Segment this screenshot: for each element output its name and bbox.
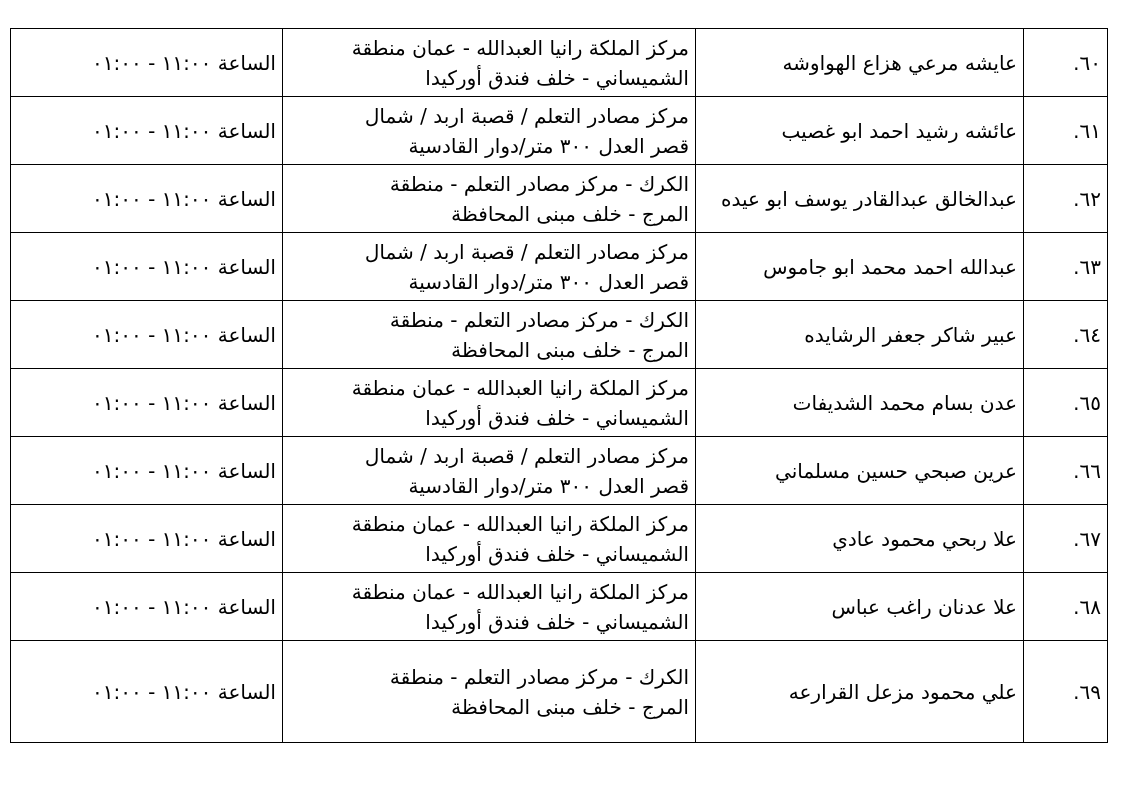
row-number: ٦٥. (1024, 369, 1108, 437)
row-number: ٦٨. (1024, 573, 1108, 641)
location-line: الكرك - مركز مصادر التعلم - منطقة (389, 307, 689, 332)
schedule-table-body (11, 29, 1108, 743)
exam-location (283, 165, 696, 233)
person-name: عرين صبحي حسين مسلماني (696, 437, 1024, 505)
exam-time: الساعة ١١:٠٠ - ٠١:٠٠ (11, 505, 283, 573)
location-line: مركز الملكة رانيا العبدالله - عمان منطقة (351, 375, 689, 400)
location-line: الشميساني - خلف فندق أوركيدا (425, 65, 689, 90)
table-row (11, 233, 1108, 301)
location-line: مركز الملكة رانيا العبدالله - عمان منطقة (351, 35, 689, 60)
row-number: ٦٧. (1024, 505, 1108, 573)
location-line: قصر العدل ٣٠٠ متر/دوار القادسية (408, 133, 689, 158)
person-name: علا ربحي محمود عادي (696, 505, 1024, 573)
exam-time: الساعة ١١:٠٠ - ٠١:٠٠ (11, 97, 283, 165)
table-row (11, 573, 1108, 641)
person-name: عبدالله احمد محمد ابو جاموس (696, 233, 1024, 301)
location-line: مركز الملكة رانيا العبدالله - عمان منطقة (351, 511, 689, 536)
table-row (11, 437, 1108, 505)
table-row (11, 641, 1108, 743)
person-name: عبدالخالق عبدالقادر يوسف ابو عيده (696, 165, 1024, 233)
row-number: ٦٤. (1024, 301, 1108, 369)
location-line: الكرك - مركز مصادر التعلم - منطقة (389, 664, 689, 689)
location-line: مركز مصادر التعلم / قصبة اربد / شمال (364, 443, 689, 468)
exam-location (283, 97, 696, 165)
table-row (11, 505, 1108, 573)
location-line: مركز الملكة رانيا العبدالله - عمان منطقة (351, 579, 689, 604)
location-line: الشميساني - خلف فندق أوركيدا (425, 541, 689, 566)
location-line: المرج - خلف مبنى المحافظة (451, 201, 689, 226)
location-line: الشميساني - خلف فندق أوركيدا (425, 405, 689, 430)
row-number: ٦٠. (1024, 29, 1108, 97)
location-line: مركز مصادر التعلم / قصبة اربد / شمال (364, 103, 689, 128)
exam-location (283, 641, 696, 743)
exam-time: الساعة ١١:٠٠ - ٠١:٠٠ (11, 573, 283, 641)
table-row (11, 97, 1108, 165)
row-number: ٦٩. (1024, 641, 1108, 743)
location-line: مركز مصادر التعلم / قصبة اربد / شمال (364, 239, 689, 264)
exam-location (283, 505, 696, 573)
person-name: عدن بسام محمد الشديفات (696, 369, 1024, 437)
person-name: عائشه رشيد احمد ابو غصيب (696, 97, 1024, 165)
exam-location (283, 573, 696, 641)
row-number: ٦١. (1024, 97, 1108, 165)
exam-time: الساعة ١١:٠٠ - ٠١:٠٠ (11, 165, 283, 233)
exam-location (283, 369, 696, 437)
location-line: قصر العدل ٣٠٠ متر/دوار القادسية (408, 269, 689, 294)
exam-location (283, 233, 696, 301)
exam-time: الساعة ١١:٠٠ - ٠١:٠٠ (11, 29, 283, 97)
row-number: ٦٢. (1024, 165, 1108, 233)
location-line: الكرك - مركز مصادر التعلم - منطقة (389, 171, 689, 196)
table-row (11, 29, 1108, 97)
person-name: عايشه مرعي هزاع الهواوشه (696, 29, 1024, 97)
exam-time: الساعة ١١:٠٠ - ٠١:٠٠ (11, 369, 283, 437)
exam-location (283, 301, 696, 369)
location-line: الشميساني - خلف فندق أوركيدا (425, 609, 689, 634)
table-row (11, 369, 1108, 437)
location-line: المرج - خلف مبنى المحافظة (451, 337, 689, 362)
person-name: علا عدنان راغب عباس (696, 573, 1024, 641)
exam-time: الساعة ١١:٠٠ - ٠١:٠٠ (11, 233, 283, 301)
exam-time: الساعة ١١:٠٠ - ٠١:٠٠ (11, 437, 283, 505)
table-row (11, 165, 1108, 233)
location-line: قصر العدل ٣٠٠ متر/دوار القادسية (408, 473, 689, 498)
person-name: علي محمود مزعل القرارعه (696, 641, 1024, 743)
row-number: ٦٦. (1024, 437, 1108, 505)
exam-location (283, 29, 696, 97)
exam-time: الساعة ١١:٠٠ - ٠١:٠٠ (11, 641, 283, 743)
location-line: المرج - خلف مبنى المحافظة (451, 694, 689, 719)
row-number: ٦٣. (1024, 233, 1108, 301)
schedule-table (10, 28, 1108, 743)
exam-time: الساعة ١١:٠٠ - ٠١:٠٠ (11, 301, 283, 369)
table-row (11, 301, 1108, 369)
person-name: عبير شاكر جعفر الرشايده (696, 301, 1024, 369)
exam-location (283, 437, 696, 505)
